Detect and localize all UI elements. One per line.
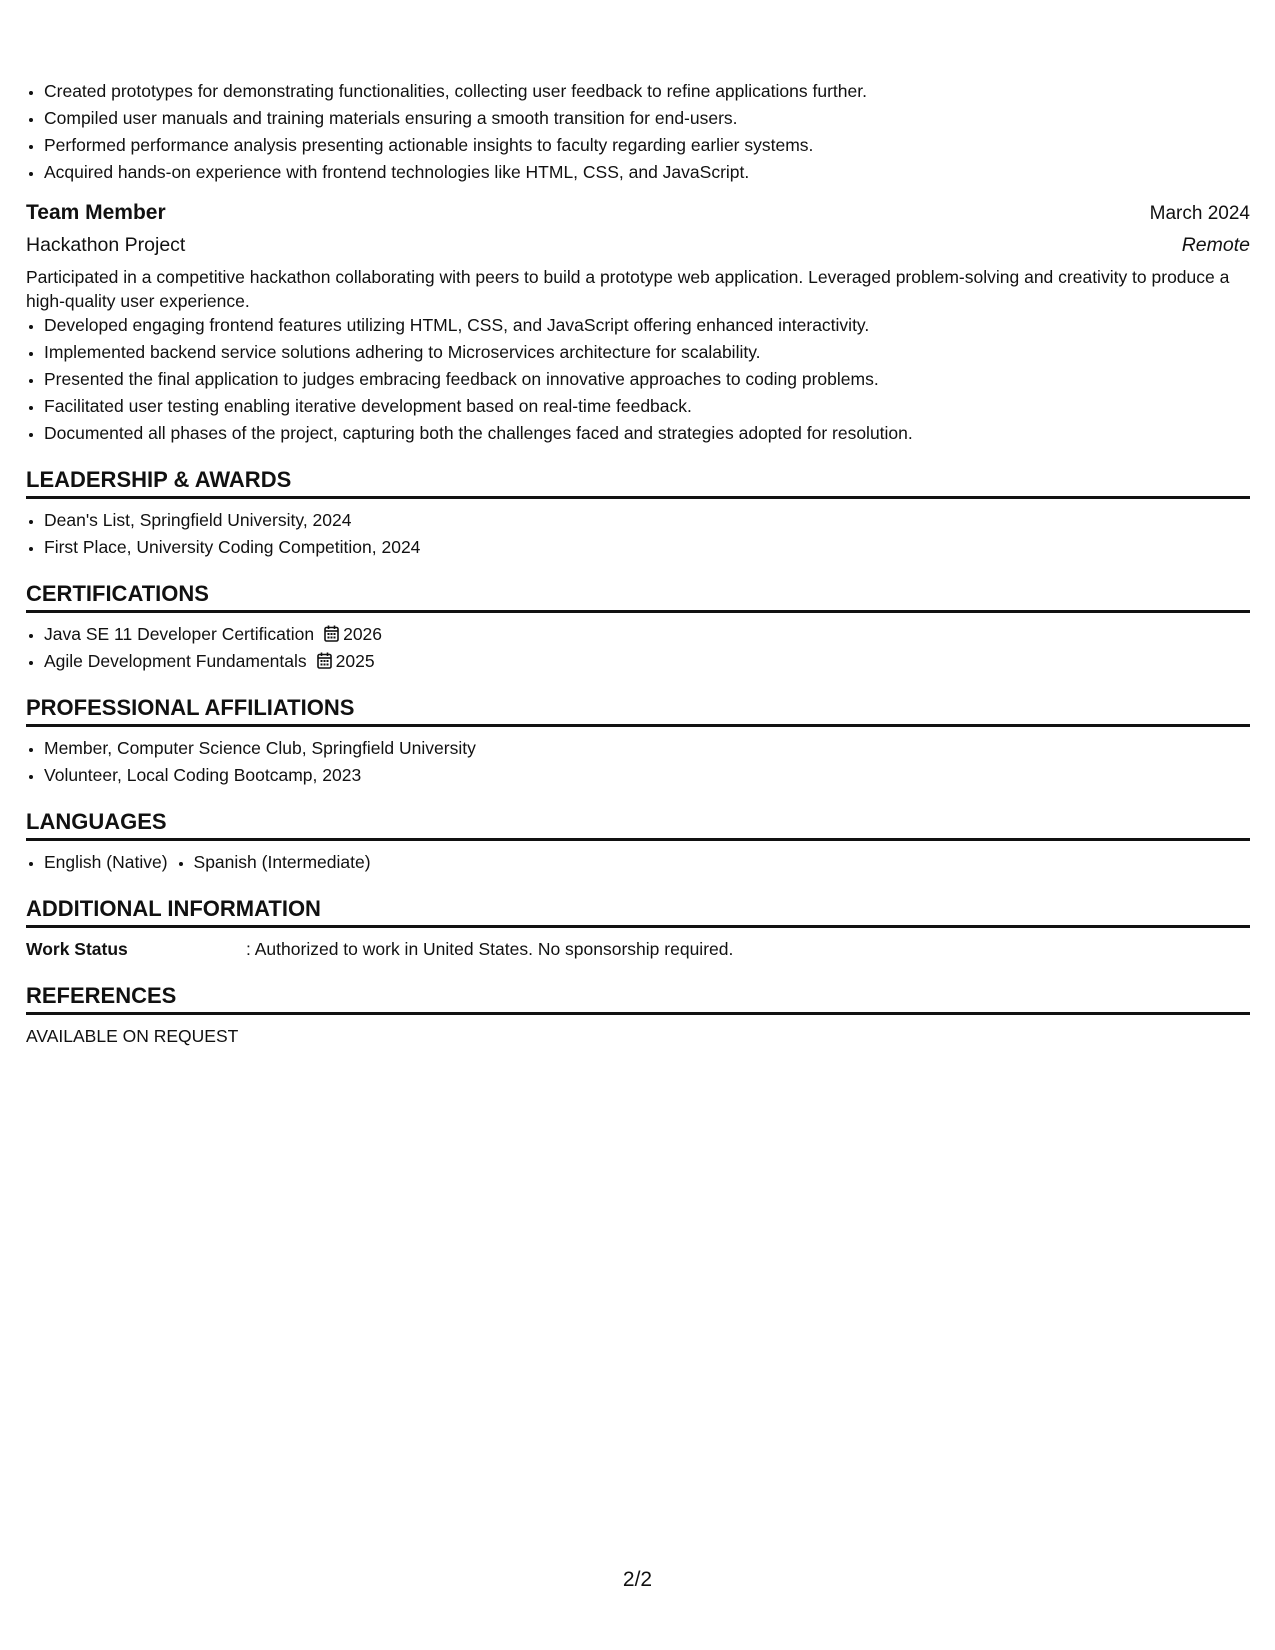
resume-page — [26, 78, 1250, 1050]
job-description: Participated in a competitive hackathon collaborating with peers to build a prototype web application. Leveraged problem-solving and creativity to produce a high-quality user experience. — [26, 267, 1230, 311]
job-header — [26, 186, 1250, 229]
job-location: Remote — [1181, 234, 1250, 256]
list-item: • Compiled user manuals and training materials ensuring a smooth transition for end-users. — [44, 105, 1250, 132]
work-status-label: Work Status — [26, 939, 128, 959]
list-item: • First Place, University Coding Competition, 2024 — [44, 534, 1250, 561]
section-heading-leadership: LEADERSHIP & AWARDS — [26, 465, 1250, 499]
work-status-value: : Authorized to work in United States. No sponsorship required. — [246, 939, 734, 959]
section-heading-references: REFERENCES — [26, 981, 1250, 1015]
list-item: • Documented all phases of the project, capturing both the challenges faced and strategies adopted for resolution. — [44, 420, 1250, 447]
calendar-icon — [324, 625, 339, 642]
list-item: • Member, Computer Science Club, Springfield University — [44, 735, 1250, 762]
list-item: • Developed engaging frontend features utilizing HTML, CSS, and JavaScript offering enhanced interactivity. — [44, 312, 1250, 339]
page-number: 2/2 — [622, 1568, 653, 1591]
job-organization: Hackathon Project — [26, 234, 186, 256]
list-item: • Implemented backend service solutions adhering to Microservices architecture for scalability. — [44, 339, 1250, 366]
list-item — [44, 621, 1250, 648]
list-item: • Acquired hands-on experience with frontend technologies like HTML, CSS, and JavaScript. — [44, 159, 1250, 186]
certification-year: 2025 — [335, 651, 375, 671]
certification-name: Java SE 11 Developer Certification — [44, 624, 315, 644]
certification-year: 2026 — [343, 624, 383, 644]
experience-bullet-list — [26, 78, 1250, 186]
section-heading-languages: LANGUAGES — [26, 807, 1250, 841]
certification-name: Agile Development Fundamentals — [44, 651, 307, 671]
list-item: • English (Native) — [44, 849, 168, 876]
section-heading-additional-information: ADDITIONAL INFORMATION — [26, 894, 1250, 928]
affiliations-list — [26, 735, 1250, 789]
list-item: • Facilitated user testing enabling iterative development based on real-time feedback. — [44, 393, 1250, 420]
job-subheader — [26, 229, 1250, 261]
languages-list — [26, 849, 1250, 876]
list-item: • Presented the final application to judges embracing feedback on innovative approaches to coding problems. — [44, 366, 1250, 393]
list-item: • Performed performance analysis presenting actionable insights to faculty regarding earlier systems. — [44, 132, 1250, 159]
list-item: • Created prototypes for demonstrating functionalities, collecting user feedback to refine applications further. — [44, 78, 1250, 105]
leadership-list — [26, 507, 1250, 561]
section-heading-certifications: CERTIFICATIONS — [26, 579, 1250, 613]
list-item: • Dean's List, Springfield University, 2024 — [44, 507, 1250, 534]
references-text: AVAILABLE ON REQUEST — [26, 1026, 239, 1046]
section-heading-affiliations: PROFESSIONAL AFFILIATIONS — [26, 693, 1250, 727]
job-bullet-list — [26, 312, 1250, 447]
work-status-row — [26, 936, 1250, 963]
calendar-icon — [317, 652, 332, 669]
certifications-list — [26, 621, 1250, 675]
list-item: • Spanish (Intermediate) — [194, 849, 371, 876]
list-item: • Volunteer, Local Coding Bootcamp, 2023 — [44, 762, 1250, 789]
job-date: March 2024 — [1149, 203, 1250, 224]
job-title: Team Member — [26, 201, 166, 224]
list-item — [44, 648, 1250, 675]
